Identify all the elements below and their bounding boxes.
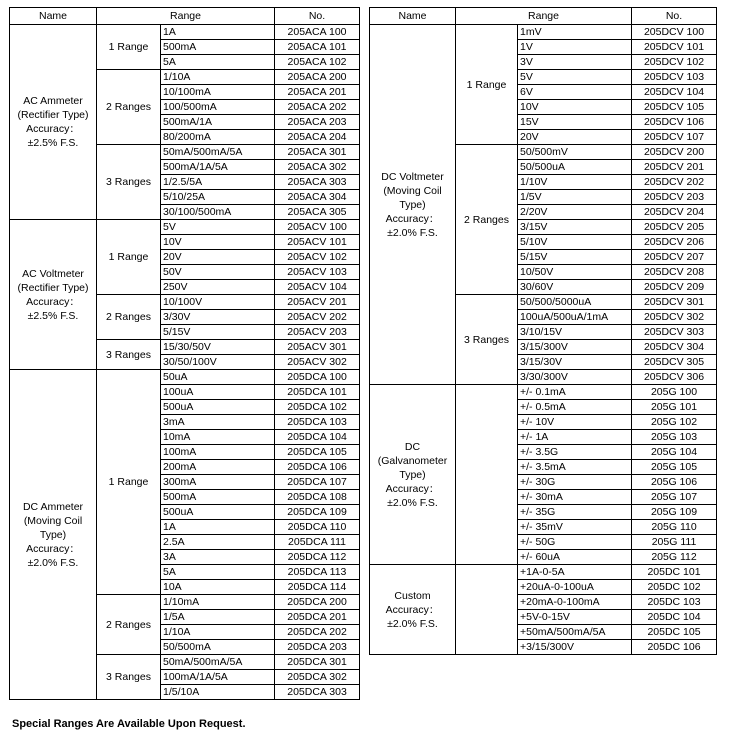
model-number: 205DCA 200 — [275, 595, 360, 610]
category-name-line: (Rectifier Type) — [17, 281, 89, 294]
range-value: 1/10A — [161, 625, 275, 640]
model-number: 205DCV 209 — [632, 280, 717, 295]
table-row — [10, 25, 360, 40]
model-number: 205DCA 301 — [275, 655, 360, 670]
category-name-line: Custom — [394, 589, 431, 602]
range-value: 100/500mA — [161, 100, 275, 115]
range-value: 50mA/500mA/5A — [161, 145, 275, 160]
range-value: 10A — [161, 580, 275, 595]
category-name-line: Accuracy： — [385, 482, 440, 495]
category-name-line: Accuracy： — [385, 212, 440, 225]
range-value: +/- 30mA — [518, 490, 632, 505]
model-number: 205DCA 113 — [275, 565, 360, 580]
table-row — [370, 565, 717, 580]
model-number: 205DC 101 — [632, 565, 717, 580]
model-number: 205DCV 206 — [632, 235, 717, 250]
model-number: 205DCV 304 — [632, 340, 717, 355]
model-number: 205DCV 103 — [632, 70, 717, 85]
model-number: 205DCV 207 — [632, 250, 717, 265]
model-number: 205DCA 105 — [275, 445, 360, 460]
model-number: 205DCA 202 — [275, 625, 360, 640]
range-value: 1V — [518, 40, 632, 55]
special-ranges-note: Special Ranges Are Available Upon Request. — [12, 718, 246, 730]
category-name-line: ±2.0% F.S. — [387, 617, 438, 630]
range-value: 3/15V — [518, 220, 632, 235]
range-group-label: 1 Range — [97, 370, 161, 595]
range-group-label: 3 Ranges — [97, 340, 161, 370]
model-number: 205ACV 202 — [275, 310, 360, 325]
model-number: 205DCV 301 — [632, 295, 717, 310]
range-group-label — [456, 385, 518, 565]
range-group-label: 2 Ranges — [97, 70, 161, 145]
model-number: 205DC 103 — [632, 595, 717, 610]
category-name-line: Accuracy： — [385, 603, 440, 616]
range-group-label: 3 Ranges — [97, 145, 161, 220]
model-number: 205ACV 101 — [275, 235, 360, 250]
range-value: 500uA — [161, 505, 275, 520]
model-number: 205DCV 208 — [632, 265, 717, 280]
range-value: 5V — [518, 70, 632, 85]
range-value: 500uA — [161, 400, 275, 415]
model-number: 205ACV 104 — [275, 280, 360, 295]
model-number: 205DCV 302 — [632, 310, 717, 325]
category-name-line: Type) — [39, 528, 67, 541]
left-spec-table — [9, 7, 360, 700]
category-name-cell — [10, 25, 97, 220]
range-group-label: 2 Ranges — [456, 145, 518, 295]
category-name-line: ±2.0% F.S. — [27, 556, 79, 569]
table-row — [370, 25, 717, 40]
range-group-label: 2 Ranges — [97, 295, 161, 340]
category-name-line: ±2.0% F.S. — [387, 226, 438, 239]
range-value: +/- 10V — [518, 415, 632, 430]
range-value: +/- 35mV — [518, 520, 632, 535]
model-number: 205DCA 107 — [275, 475, 360, 490]
model-number: 205ACA 203 — [275, 115, 360, 130]
range-value: 15V — [518, 115, 632, 130]
range-value: 500mA/1A — [161, 115, 275, 130]
table-row — [10, 370, 360, 385]
range-value: 80/200mA — [161, 130, 275, 145]
model-number: 205ACV 203 — [275, 325, 360, 340]
range-value: 2.5A — [161, 535, 275, 550]
range-value: 10mA — [161, 430, 275, 445]
model-number: 205ACA 201 — [275, 85, 360, 100]
model-number: 205G 110 — [632, 520, 717, 535]
range-value: 3/30/300V — [518, 370, 632, 385]
range-value: 3mA — [161, 415, 275, 430]
header-no: No. — [275, 8, 360, 25]
range-value: 1/2.5/5A — [161, 175, 275, 190]
range-value: 100mA/1A/5A — [161, 670, 275, 685]
model-number: 205DCA 102 — [275, 400, 360, 415]
model-number: 205ACV 302 — [275, 355, 360, 370]
header-range: Range — [456, 8, 632, 25]
range-group-label: 2 Ranges — [97, 595, 161, 655]
model-number: 205ACA 305 — [275, 205, 360, 220]
category-name-line: DC Voltmeter — [381, 170, 444, 183]
category-name-cell — [370, 25, 456, 385]
model-number: 205G 100 — [632, 385, 717, 400]
range-group-label: 1 Range — [97, 220, 161, 295]
model-number: 205G 102 — [632, 415, 717, 430]
model-number: 205G 105 — [632, 460, 717, 475]
range-value: 5/10V — [518, 235, 632, 250]
model-number: 205DC 105 — [632, 625, 717, 640]
model-number: 205DCV 102 — [632, 55, 717, 70]
range-value: 1/10V — [518, 175, 632, 190]
category-name-line: AC Ammeter — [23, 95, 83, 107]
range-value: 1/5V — [518, 190, 632, 205]
range-value: 200mA — [161, 460, 275, 475]
category-name-line: ±2.5% F.S. — [27, 137, 79, 149]
category-name-line: ±2.5% F.S. — [27, 309, 79, 322]
range-value: 50V — [161, 265, 275, 280]
category-name-line: Accuracy： — [26, 123, 80, 135]
range-value: +50mA/500mA/5A — [518, 625, 632, 640]
range-value: 3/15/300V — [518, 340, 632, 355]
model-number: 205DCA 303 — [275, 685, 360, 700]
range-value: 30/100/500mA — [161, 205, 275, 220]
model-number: 205G 104 — [632, 445, 717, 460]
model-number: 205DCA 112 — [275, 550, 360, 565]
table-row — [10, 220, 360, 235]
model-number: 205ACV 102 — [275, 250, 360, 265]
category-name-line: ±2.0% F.S. — [387, 496, 438, 509]
range-value: 250V — [161, 280, 275, 295]
range-value: +20uA-0-100uA — [518, 580, 632, 595]
range-value: 5V — [161, 220, 275, 235]
category-name-line: AC Voltmeter — [22, 267, 84, 280]
range-value: 10V — [518, 100, 632, 115]
model-number: 205DC 106 — [632, 640, 717, 655]
range-group-label: 1 Range — [97, 25, 161, 70]
model-number: 205DCV 306 — [632, 370, 717, 385]
range-value: 3V — [518, 55, 632, 70]
range-value: +/- 3.5mA — [518, 460, 632, 475]
model-number: 205G 101 — [632, 400, 717, 415]
range-value: 100mA — [161, 445, 275, 460]
model-number: 205DCV 107 — [632, 130, 717, 145]
header-name: Name — [10, 8, 97, 25]
model-number: 205DCA 111 — [275, 535, 360, 550]
range-value: 1/10mA — [161, 595, 275, 610]
model-number: 205ACA 202 — [275, 100, 360, 115]
category-name-cell — [10, 220, 97, 370]
model-number: 205DCA 110 — [275, 520, 360, 535]
model-number: 205ACV 301 — [275, 340, 360, 355]
range-value: +/- 0.5mA — [518, 400, 632, 415]
category-name-line: Accuracy： — [26, 542, 80, 555]
range-value: 500mA — [161, 40, 275, 55]
model-number: 205ACA 200 — [275, 70, 360, 85]
model-number: 205DCV 200 — [632, 145, 717, 160]
model-number: 205DCA 100 — [275, 370, 360, 385]
category-name-line: (Moving Coil — [383, 184, 442, 197]
model-number: 205ACA 100 — [275, 25, 360, 40]
range-value: 6V — [518, 85, 632, 100]
model-number: 205ACA 301 — [275, 145, 360, 160]
range-value: 50/500/5000uA — [518, 295, 632, 310]
range-value: +20mA-0-100mA — [518, 595, 632, 610]
range-value: 10/50V — [518, 265, 632, 280]
model-number: 205DCV 305 — [632, 355, 717, 370]
range-group-label: 3 Ranges — [97, 655, 161, 700]
model-number: 205ACV 103 — [275, 265, 360, 280]
model-number: 205ACA 303 — [275, 175, 360, 190]
model-number: 205DCA 103 — [275, 415, 360, 430]
category-name-cell — [10, 370, 97, 700]
model-number: 205DCV 106 — [632, 115, 717, 130]
header-range: Range — [97, 8, 275, 25]
model-number: 205ACA 302 — [275, 160, 360, 175]
model-number: 205DCA 203 — [275, 640, 360, 655]
model-number: 205DCV 203 — [632, 190, 717, 205]
range-value: +/- 3.5G — [518, 445, 632, 460]
range-value: +5V-0-15V — [518, 610, 632, 625]
range-value: 30/60V — [518, 280, 632, 295]
model-number: 205DCA 108 — [275, 490, 360, 505]
category-name-line: (Rectifier Type) — [17, 109, 89, 121]
range-value: 50/500mA — [161, 640, 275, 655]
model-number: 205DCA 106 — [275, 460, 360, 475]
range-value: 10V — [161, 235, 275, 250]
range-value: 50/500mV — [518, 145, 632, 160]
range-value: 5A — [161, 55, 275, 70]
category-name-line: DC Ammeter — [22, 500, 84, 513]
range-value: 3/15/30V — [518, 355, 632, 370]
range-value: 5/15V — [518, 250, 632, 265]
category-name-line: Accuracy： — [26, 295, 80, 308]
model-number: 205ACA 304 — [275, 190, 360, 205]
model-number: 205DCA 114 — [275, 580, 360, 595]
range-value: +/- 1A — [518, 430, 632, 445]
model-number: 205DC 102 — [632, 580, 717, 595]
category-name-cell — [370, 385, 456, 565]
right-spec-table — [369, 7, 717, 655]
model-number: 205DCV 105 — [632, 100, 717, 115]
model-number: 205DCV 205 — [632, 220, 717, 235]
range-group-label: 3 Ranges — [456, 295, 518, 385]
model-number: 205G 107 — [632, 490, 717, 505]
range-value: 3A — [161, 550, 275, 565]
category-name-line: (Galvanometer — [377, 454, 448, 467]
range-value: +/- 0.1mA — [518, 385, 632, 400]
range-value: 1A — [161, 520, 275, 535]
model-number: 205DCV 303 — [632, 325, 717, 340]
table-row — [370, 385, 717, 400]
range-value: 1mV — [518, 25, 632, 40]
model-number: 205ACV 201 — [275, 295, 360, 310]
range-value: 2/20V — [518, 205, 632, 220]
category-name-line: (Moving Coil — [23, 514, 83, 527]
category-name-line: Type) — [399, 468, 426, 481]
range-group-label: 1 Range — [456, 25, 518, 145]
range-value: +1A-0-5A — [518, 565, 632, 580]
range-value: 1/10A — [161, 70, 275, 85]
range-value: 300mA — [161, 475, 275, 490]
model-number: 205DCV 202 — [632, 175, 717, 190]
model-number: 205DCV 104 — [632, 85, 717, 100]
model-number: 205DC 104 — [632, 610, 717, 625]
range-value: 30/50/100V — [161, 355, 275, 370]
model-number: 205G 106 — [632, 475, 717, 490]
range-value: 15/30/50V — [161, 340, 275, 355]
range-value: 50/500uA — [518, 160, 632, 175]
right-table-body — [370, 25, 717, 655]
header-no: No. — [632, 8, 717, 25]
model-number: 205ACA 204 — [275, 130, 360, 145]
model-number: 205DCA 109 — [275, 505, 360, 520]
range-value: 5A — [161, 565, 275, 580]
range-value: 5/10/25A — [161, 190, 275, 205]
model-number: 205G 103 — [632, 430, 717, 445]
model-number: 205DCA 201 — [275, 610, 360, 625]
category-name-line: Type) — [399, 198, 426, 211]
range-value: +/- 35G — [518, 505, 632, 520]
range-value: 3/30V — [161, 310, 275, 325]
range-value: 5/15V — [161, 325, 275, 340]
range-value: 50mA/500mA/5A — [161, 655, 275, 670]
range-value: 20V — [518, 130, 632, 145]
range-value: +/- 60uA — [518, 550, 632, 565]
header-name: Name — [370, 8, 456, 25]
model-number: 205G 109 — [632, 505, 717, 520]
model-number: 205DCV 101 — [632, 40, 717, 55]
model-number: 205DCV 204 — [632, 205, 717, 220]
range-value: +/- 30G — [518, 475, 632, 490]
range-value: 50uA — [161, 370, 275, 385]
range-value: 10/100mA — [161, 85, 275, 100]
range-value: 100uA/500uA/1mA — [518, 310, 632, 325]
range-value: 500mA/1A/5A — [161, 160, 275, 175]
model-number: 205DCA 104 — [275, 430, 360, 445]
range-value: 10/100V — [161, 295, 275, 310]
model-number: 205DCA 302 — [275, 670, 360, 685]
category-name-cell — [370, 565, 456, 655]
left-table-body — [10, 25, 360, 700]
range-value: 3/10/15V — [518, 325, 632, 340]
range-value: +/- 50G — [518, 535, 632, 550]
model-number: 205DCV 201 — [632, 160, 717, 175]
range-value: 100uA — [161, 385, 275, 400]
category-name-line: DC — [404, 440, 421, 453]
range-value: +3/15/300V — [518, 640, 632, 655]
model-number: 205G 111 — [632, 535, 717, 550]
range-group-label — [456, 565, 518, 655]
range-value: 20V — [161, 250, 275, 265]
range-value: 1A — [161, 25, 275, 40]
model-number: 205DCA 101 — [275, 385, 360, 400]
range-value: 500mA — [161, 490, 275, 505]
range-value: 1/5A — [161, 610, 275, 625]
model-number: 205ACA 101 — [275, 40, 360, 55]
model-number: 205G 112 — [632, 550, 717, 565]
range-value: 1/5/10A — [161, 685, 275, 700]
model-number: 205DCV 100 — [632, 25, 717, 40]
model-number: 205ACV 100 — [275, 220, 360, 235]
model-number: 205ACA 102 — [275, 55, 360, 70]
